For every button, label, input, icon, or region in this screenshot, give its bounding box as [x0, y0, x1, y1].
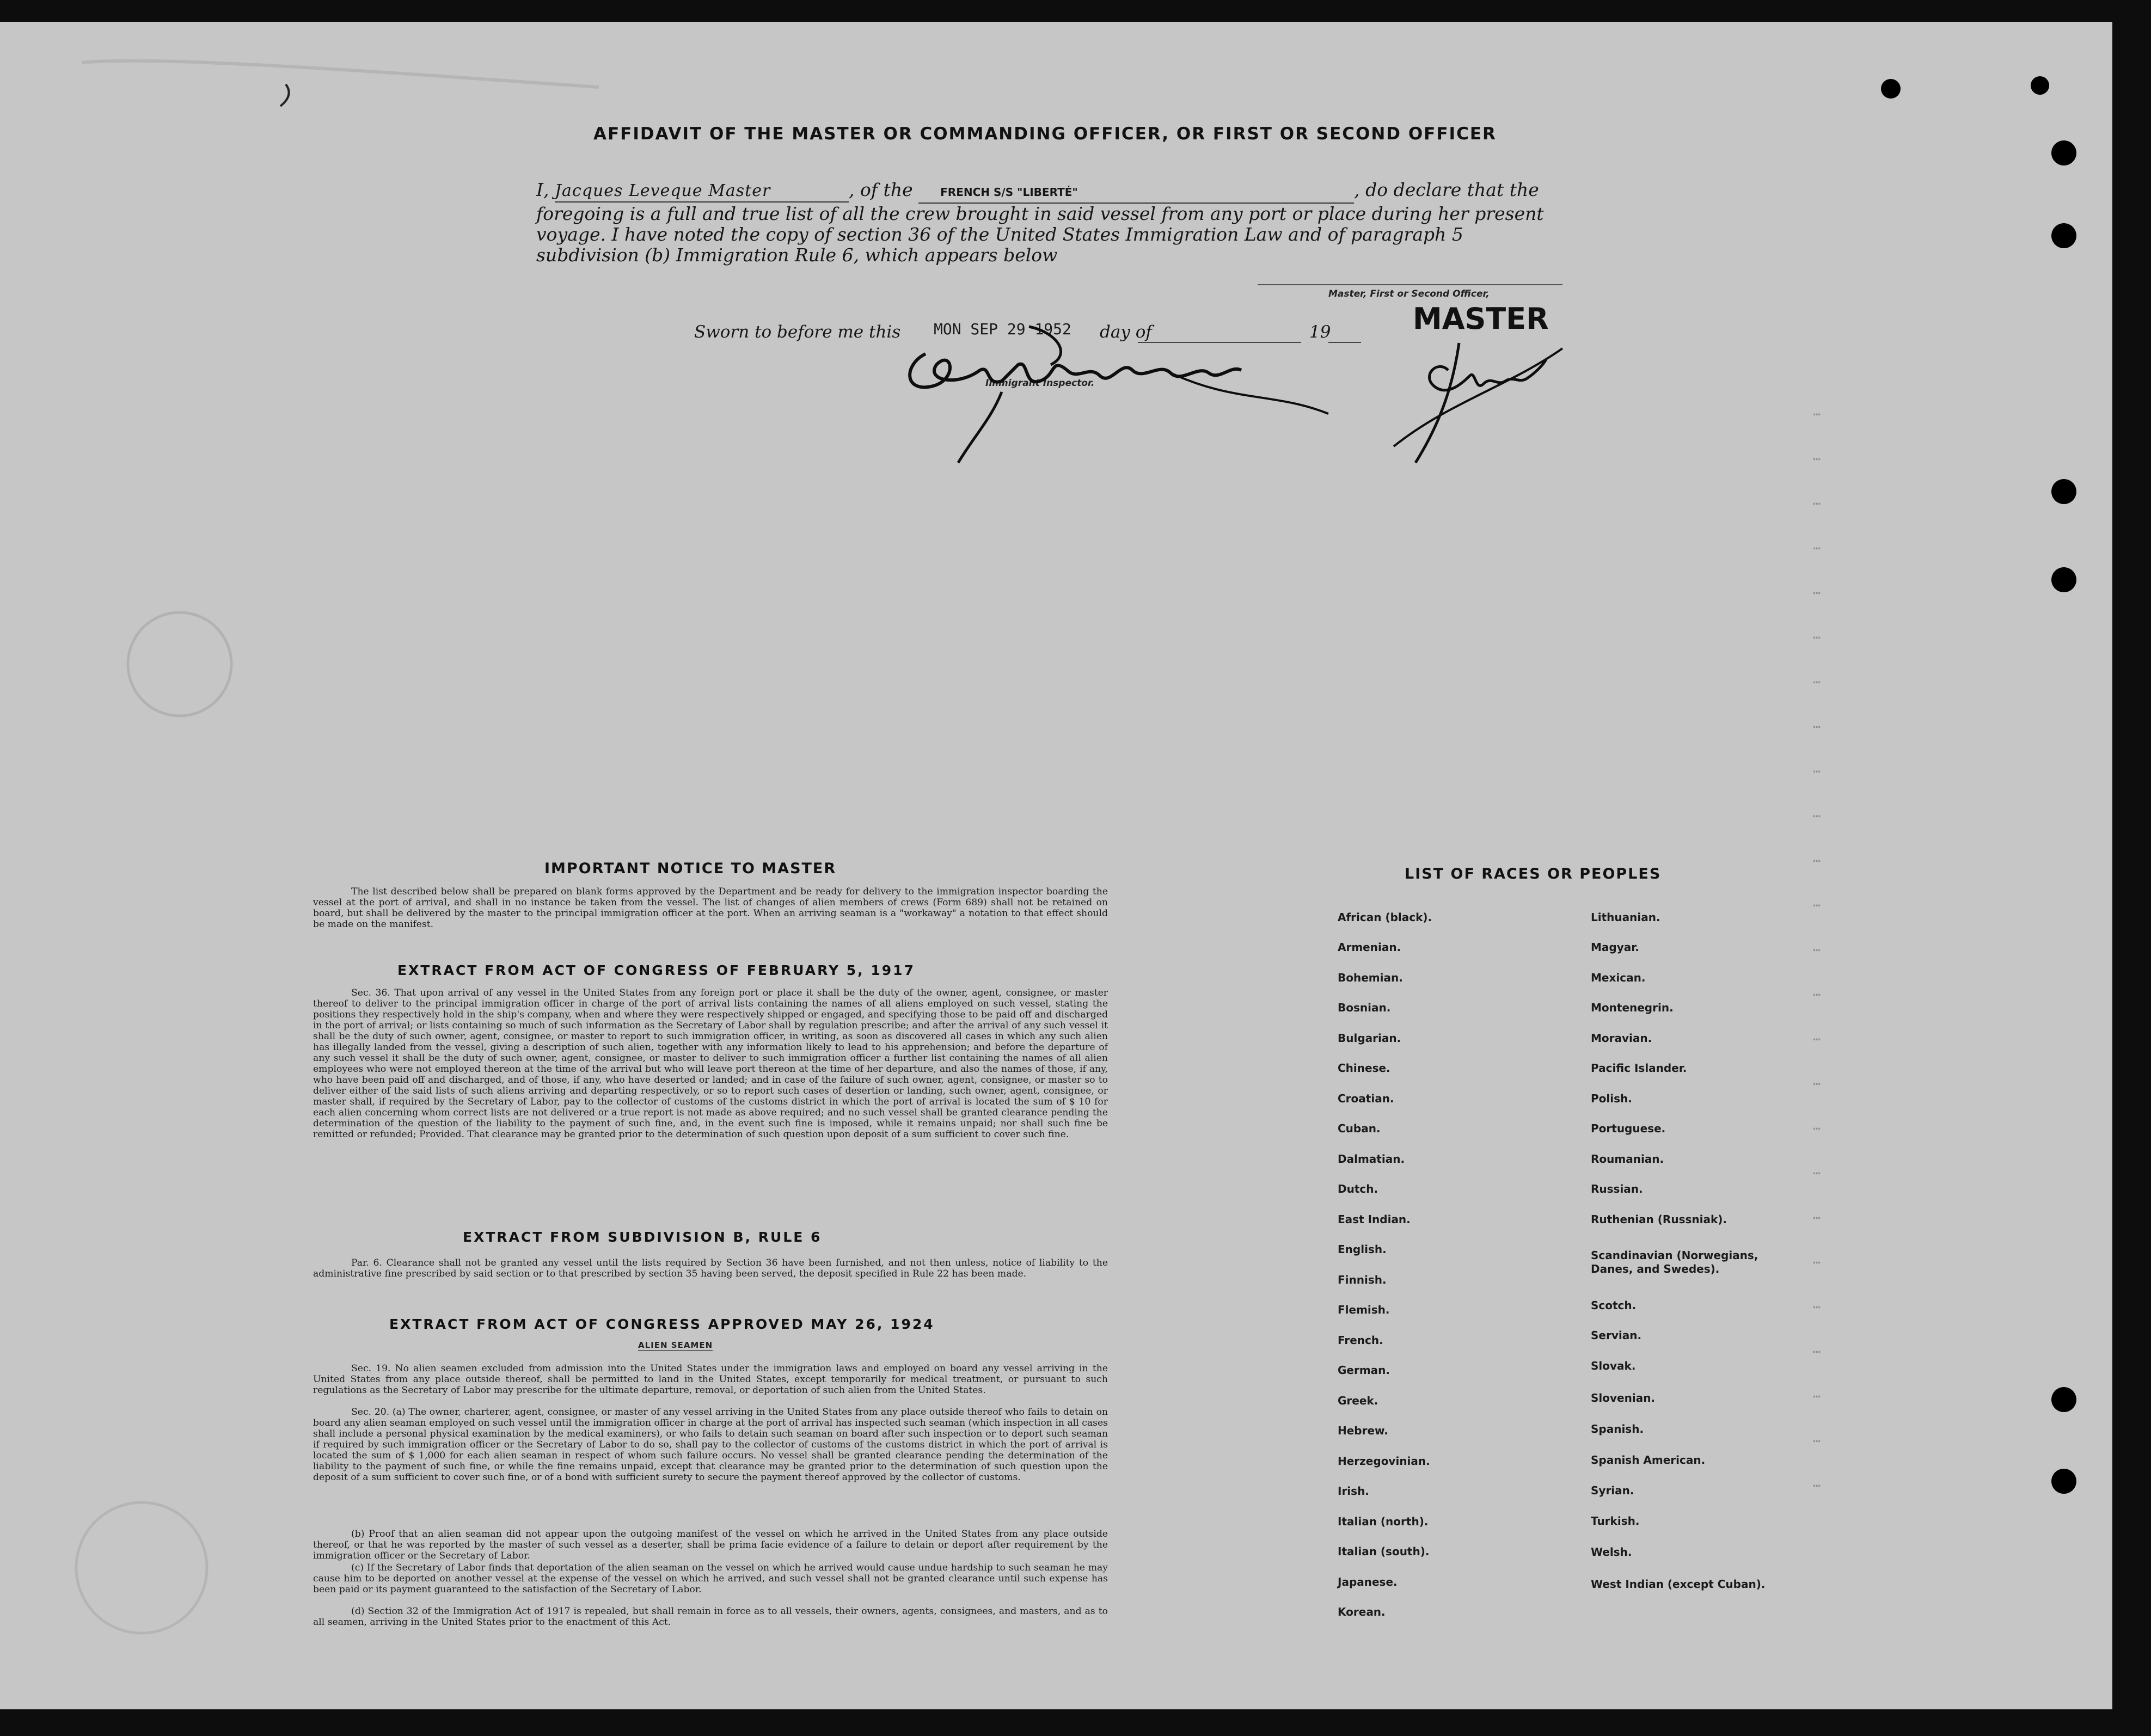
act-1924-sec19: Sec. 19. No alien seamen excluded from admission into the United States under the immigration laws and employed on board any vessel arriving in the United States from any place outside thereof, shall be permitted to land in the United States, except temporarily for medical treatment, or pursuant to such regulations as the Secretary of Labor may prescribe for the ultimate departure, removal, or deportation of such alien from the United States.	[313, 1363, 1108, 1396]
race-right: Scandinavian (Norwegians, Danes, and Swedes).	[1591, 1249, 1758, 1275]
inspector-caption: Immigrant Inspector.	[985, 378, 1095, 389]
declaration-body: that the foregoing is a full and true list of all the crew brought in said vessel from any port or place during her present voyage. I have noted the copy of section 36 of the United States Immigration Law and of paragraph 5 subdivision (b) Immigration Rule 6, which appears below	[536, 179, 1544, 266]
race-right: Slovak.	[1591, 1359, 1636, 1372]
race-right: West Indian (except Cuban).	[1591, 1578, 1766, 1591]
race-left: Chinese.	[1338, 1062, 1390, 1075]
race-right: Montenegrin.	[1591, 1001, 1674, 1014]
act-1924-sec20b: (b) Proof that an alien seaman did not appear upon the outgoing manifest of the vessel on which he arrived in the United States from any place outside thereof, or that he was reported by the master of such vessel as a deserter, shall be prima facie evidence of a failure to detain or deport after requirement by the immigration officer or the Secretary of Labor.	[313, 1529, 1108, 1561]
race-right: Servian.	[1591, 1329, 1642, 1342]
race-left: Italian (south).	[1338, 1545, 1430, 1558]
race-right: Scotch.	[1591, 1299, 1637, 1312]
race-right: Pacific Islander.	[1591, 1062, 1687, 1075]
punch-hole	[2051, 479, 2076, 504]
act-1924-sec20a: Sec. 20. (a) The owner, charterer, agent, consignee, or master of any vessel arriving in the United States from any place outside thereof who fails to detain on board any alien seaman employed on such vessel until the immigration officer in charge at the port of arrival has inspected such seaman (which inspection in all cases shall include a personal physical examination by the medical examiners), or who fails to detain such seaman on board after such inspection or to deport such seaman if required by such immigration officer or the Secretary of Labor to do so, shall pay to the collector of customs of the customs district in which the port of arrival is located the sum of $ 1,000 for each alien seaman in respect of whom such failure occurs. No vessel shall be granted clearance pending the determination of the liability to the payment of such fine, or while the fine remains unpaid, except that clearance may be granted prior to the determination of such question upon the deposit of a sum sufficient to cover such fine, or of a bond with sufficient surety to secure the payment thereof approved by the collector of customs.	[313, 1407, 1108, 1483]
inspector-signature	[893, 305, 1350, 468]
race-left: Cuban.	[1338, 1122, 1381, 1135]
master-name-field: Jacques Leveque Master	[555, 181, 849, 203]
race-left: French.	[1338, 1334, 1383, 1347]
punch-hole	[2031, 76, 2049, 95]
date-stamp: MON SEP 29 1952	[934, 320, 1071, 338]
races-title: LIST OF RACES OR PEOPLES	[1405, 866, 1662, 882]
race-left: Japanese.	[1338, 1575, 1398, 1588]
punch-hole	[2051, 140, 2076, 165]
race-right: Ruthenian (Russniak).	[1591, 1213, 1727, 1226]
master-caption: Master, First or Second Officer,	[1328, 289, 1490, 299]
race-left: Croatian.	[1338, 1092, 1394, 1105]
race-left: Finnish.	[1338, 1273, 1387, 1286]
race-right: Lithuanian.	[1591, 911, 1660, 924]
race-right: Roumanian.	[1591, 1152, 1664, 1165]
act-1924-title: EXTRACT FROM ACT OF CONGRESS APPROVED MAY 26, 1924	[389, 1316, 935, 1332]
race-left: English.	[1338, 1243, 1387, 1256]
act-1924-subhead: ALIEN SEAMEN	[638, 1340, 713, 1350]
master-signature	[1383, 327, 1568, 468]
do-declare-text: , do declare	[1354, 179, 1462, 200]
notice-title: IMPORTANT NOTICE TO MASTER	[544, 860, 837, 877]
race-left: Bulgarian.	[1338, 1032, 1401, 1045]
race-left: Korean.	[1338, 1605, 1386, 1618]
race-left: German.	[1338, 1364, 1390, 1377]
race-left: Bosnian.	[1338, 1001, 1391, 1014]
race-right: Spanish American.	[1591, 1453, 1706, 1467]
race-right: Slovenian.	[1591, 1391, 1656, 1404]
master-signature-line	[1258, 284, 1562, 285]
race-right: Portuguese.	[1591, 1122, 1666, 1135]
race-right: Syrian.	[1591, 1484, 1634, 1497]
of-the-text: , of the	[849, 179, 913, 200]
punch-hole	[2051, 1387, 2076, 1412]
race-left: Hebrew.	[1338, 1424, 1388, 1437]
sworn-text: Sworn to before me this	[694, 322, 901, 342]
race-left: African (black).	[1338, 911, 1432, 924]
rule6-body: Par. 6. Clearance shall not be granted any vessel until the lists required by Section 36 have been furnished, and not then unless, notice of liability to the administrative fine prescribed by said section or to that prescribed by section 35 having been served, the deposit specified in Rule 22 has been made.	[313, 1257, 1108, 1279]
race-right: Moravian.	[1591, 1032, 1652, 1045]
race-left: Herzegovinian.	[1338, 1455, 1430, 1468]
race-left: Armenian.	[1338, 941, 1401, 954]
act-1924-sec20d: (d) Section 32 of the Immigration Act of 1917 is repealed, but shall remain in force as to all vessels, their owners, agents, consignees, and masters, and as to all seamen, arriving in the United States prior to the enactment of this Act.	[313, 1606, 1108, 1628]
race-left: Dalmatian.	[1338, 1152, 1405, 1165]
race-right: Welsh.	[1591, 1545, 1632, 1559]
bleed-through-text: ⋯ ⋯ ⋯ ⋯ ⋯ ⋯ ⋯ ⋯ ⋯ ⋯ ⋯ ⋯ ⋯ ⋯ ⋯ ⋯ ⋯ ⋯ ⋯ ⋯ ⋯ ⋯ ⋯ ⋯ ⋯	[1813, 407, 1821, 1493]
race-right: Turkish.	[1591, 1514, 1640, 1528]
race-left: Italian (north).	[1338, 1515, 1429, 1528]
race-left: Irish.	[1338, 1485, 1369, 1498]
punch-hole	[2051, 567, 2076, 592]
vessel-name-field: FRENCH S/S "LIBERTÉ"	[918, 182, 1354, 204]
race-left: Bohemian.	[1338, 971, 1403, 984]
race-right: Spanish.	[1591, 1422, 1644, 1436]
master-stamp: MASTER	[1413, 302, 1549, 336]
intro-i: I,	[536, 179, 549, 200]
race-left: Greek.	[1338, 1394, 1378, 1407]
race-right: Mexican.	[1591, 971, 1646, 984]
notice-body: The list described below shall be prepared on blank forms approved by the Department and be ready for delivery to the immigration inspector boarding the vessel at the port of arrival, and shall in no instance be taken from the vessel. The list of changes of alien members of crews (Form 689) shall not be retained on board, but shall be delivered by the master to the principal immigration officer at the port. When an arriving seaman is a "workaway" a notation to that effect should be made on the manifest.	[313, 886, 1108, 930]
race-left: Dutch.	[1338, 1182, 1378, 1195]
punch-hole	[2051, 1469, 2076, 1494]
race-right: Magyar.	[1591, 941, 1639, 954]
rule6-title: EXTRACT FROM SUBDIVISION B, RULE 6	[463, 1229, 822, 1245]
act-1924-sec20c: (c) If the Secretary of Labor finds that deportation of the alien seaman on the vessel on which he arrived would cause undue hardship to such seaman he may cause him to be deported on another vessel at the expense of the vessel on which he arrived, and such vessel shall not be granted clearance until such expense has been paid or its payment guaranteed to the satisfaction of the Secretary of Labor.	[313, 1562, 1108, 1595]
act-1917-body: Sec. 36. That upon arrival of any vessel in the United States from any foreign port or place it shall be the duty of the owner, agent, consignee, or master thereof to deliver to the principal immigration officer in charge of the port of arrival lists containing the names of all aliens employed on such vessel, stating the positions they respectively hold in the ship's company, when and where they were respectively shipped or engaged, and specifying those to be paid off and discharged in the port of arrival; or lists containing so much of such information as the Secretary of Labor shall by regulation prescribe; and after the arrival of any such vessel it shall be the duty of such owner, agent, consignee, or master to report to such immigration officer, in writing, as soon as discovered all cases in which any such alien has illegally landed from the vessel, giving a description of such alien, together with any information likely to lead to his apprehension; and before the departure of any such vessel it shall be the duty of such owner, agent, consignee, or master to deliver to such immigration officer a further list containing the names of all alien employees who were not employed thereon at the time of the arrival but who will leave port thereon at the time of her departure, and also the names of those, if any, who have been paid off and discharged, and of those, if any, who have deserted or landed; and in case of the failure of such owner, agent, consignee, or master so to deliver either of the said lists of such aliens arriving and departing respectively, or so to report such cases of desertion or landing, such owner, agent, consignee, or master shall, if required by the Secretary of Labor, pay to the collector of customs of the customs district in which the port of arrival is located the sum of $ 10 for each alien concerning whom correct lists are not delivered or a true report is not made as above required; and no such vessel shall be granted clearance pending the determination of the question of the liability to the payment of such fine, and, in the event such fine is imposed, while it remains unpaid; nor shall such fine be remitted or refunded; Provided. That clearance may be granted prior to the determination of such question upon deposit of a sum sufficient to cover such fine.	[313, 987, 1108, 1140]
day-of-text: day of	[1100, 322, 1152, 342]
punch-hole	[2051, 223, 2076, 248]
affidavit-title: AFFIDAVIT OF THE MASTER OR COMMANDING OFFICER, OR FIRST OR SECOND OFFICER	[593, 124, 1497, 144]
year-prefix: 19	[1309, 322, 1331, 342]
race-right: Russian.	[1591, 1182, 1643, 1195]
race-left: Flemish.	[1338, 1303, 1390, 1316]
race-right: Polish.	[1591, 1092, 1632, 1105]
race-left: East Indian.	[1338, 1213, 1411, 1226]
affidavit-declaration	[536, 180, 1560, 266]
punch-hole	[1881, 79, 1901, 99]
act-1917-title: EXTRACT FROM ACT OF CONGRESS OF FEBRUARY 5, 1917	[397, 962, 915, 978]
